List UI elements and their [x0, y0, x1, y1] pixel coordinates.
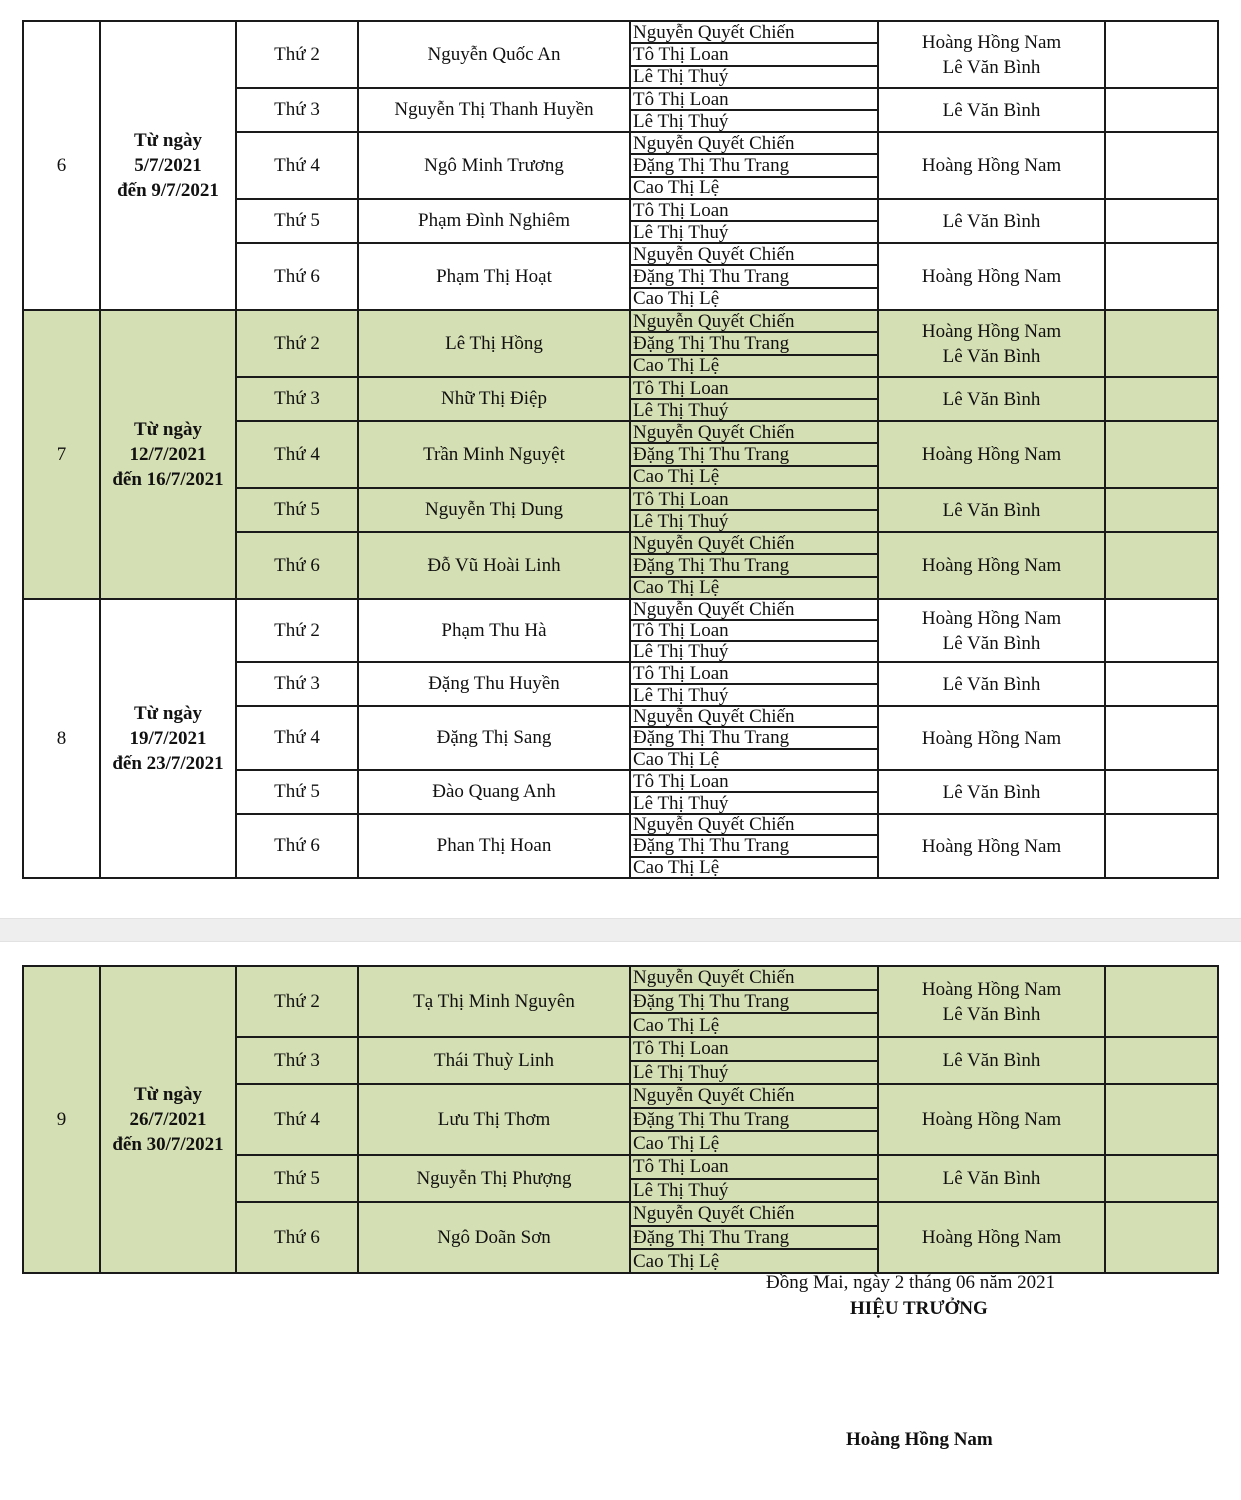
notes-cell: [1105, 377, 1218, 421]
assistant-name: Nguyễn Quyết Chiến: [631, 1203, 877, 1227]
assistants-list: [631, 244, 877, 309]
assistants-list: [631, 815, 877, 877]
day-cell: Thứ 2: [236, 21, 358, 88]
assistant-name: Lê Thị Thuý: [633, 511, 729, 531]
teacher-cell: Đỗ Vũ Hoài Linh: [358, 532, 630, 599]
assistant-name: Nguyễn Quyết Chiến: [631, 133, 877, 155]
supervisors-cell: [878, 966, 1105, 1037]
schedule-row: [23, 599, 1218, 662]
supervisors-cell: [878, 814, 1105, 878]
notes-cell: [1105, 1084, 1218, 1155]
week-number: 8: [23, 599, 100, 878]
week-range-from-label: Từ ngày: [134, 130, 202, 151]
assistants-cell: [630, 421, 878, 488]
supervisor-name: Lê Văn Bình: [942, 499, 1041, 521]
assistants-list: [631, 1038, 877, 1083]
supervisors-cell: [878, 21, 1105, 88]
notes-cell: [1105, 310, 1218, 377]
notes-cell: [1105, 532, 1218, 599]
assistants-list: [631, 422, 877, 487]
assistant-name: Cao Thị Lệ: [633, 1132, 720, 1154]
assistants-cell: [630, 132, 878, 199]
assistants-cell: [630, 1155, 878, 1202]
assistants-list: [631, 22, 877, 87]
assistants-list: [631, 533, 877, 598]
supervisors-cell: [878, 243, 1105, 310]
assistant-name: Nguyễn Quyết Chiến: [631, 600, 877, 621]
supervisor-name: Hoàng Hồng Nam: [921, 1109, 1062, 1130]
assistants-list: [631, 489, 877, 531]
assistant-name: Cao Thị Lệ: [633, 1014, 720, 1036]
assistant-name: Lê Thị Thuý: [633, 1061, 729, 1083]
assistants-list: [631, 133, 877, 198]
assistant-name: Tô Thị Loan: [631, 89, 877, 111]
teacher-cell: Đặng Thu Huyền: [358, 662, 630, 706]
assistant-name: Nguyễn Quyết Chiến: [631, 1085, 877, 1109]
day-cell: Thứ 4: [236, 1084, 358, 1155]
week-range-end: đến 9/7/2021: [117, 180, 219, 201]
week-range-from-label: Từ ngày: [134, 1084, 202, 1105]
assistant-name: Nguyễn Quyết Chiến: [631, 533, 877, 555]
teacher-cell: Thái Thuỳ Linh: [358, 1037, 630, 1084]
assistants-list: [631, 378, 877, 420]
week-range-start: 26/7/2021: [129, 1109, 207, 1130]
assistants-cell: [630, 1037, 878, 1084]
assistants-cell: [630, 814, 878, 878]
signature-name: Hoàng Hồng Nam: [846, 1429, 993, 1450]
assistant-name: Lê Thị Thuý: [633, 400, 729, 420]
supervisors-cell: [878, 377, 1105, 421]
assistant-name: Đặng Thị Thu Trang: [631, 444, 877, 466]
assistants-cell: [630, 21, 878, 88]
teacher-cell: Nguyễn Thị Thanh Huyền: [358, 88, 630, 132]
assistant-name: Lê Thị Thuý: [633, 642, 729, 661]
day-cell: Thứ 3: [236, 662, 358, 706]
supervisors-cell: [878, 770, 1105, 814]
assistant-name: Nguyễn Quyết Chiến: [631, 815, 877, 836]
week-date-range: [100, 310, 236, 599]
day-cell: Thứ 6: [236, 243, 358, 310]
teacher-cell: Ngô Minh Trương: [358, 132, 630, 199]
supervisor-name: Hoàng Hồng Nam: [921, 978, 1062, 1000]
assistant-name: Lê Thị Thuý: [633, 111, 729, 131]
assistant-name: Nguyễn Quyết Chiến: [631, 707, 877, 728]
assistants-list: [631, 600, 877, 661]
supervisor-name: Lê Văn Bình: [942, 632, 1041, 654]
assistant-name: Cao Thị Lệ: [633, 857, 720, 877]
supervisors-cell: [878, 532, 1105, 599]
supervisors-cell: [878, 662, 1105, 706]
supervisor-name: Lê Văn Bình: [942, 673, 1041, 695]
assistant-name: Đặng Thị Thu Trang: [631, 728, 877, 749]
notes-cell: [1105, 88, 1218, 132]
assistant-name: Tô Thị Loan: [631, 200, 877, 222]
week-number: 7: [23, 310, 100, 599]
assistant-name: Nguyễn Quyết Chiến: [631, 422, 877, 444]
day-cell: Thứ 5: [236, 770, 358, 814]
assistant-name: Lê Thị Thuý: [633, 685, 729, 705]
teacher-cell: Đào Quang Anh: [358, 770, 630, 814]
supervisor-name: Lê Văn Bình: [942, 210, 1041, 232]
notes-cell: [1105, 1202, 1218, 1273]
supervisor-name: Lê Văn Bình: [942, 1050, 1041, 1071]
notes-cell: [1105, 770, 1218, 814]
day-cell: Thứ 2: [236, 966, 358, 1037]
day-cell: Thứ 5: [236, 1155, 358, 1202]
assistant-name: Tô Thị Loan: [631, 378, 877, 400]
assistants-cell: [630, 1084, 878, 1155]
week-range-start: 5/7/2021: [134, 155, 202, 176]
day-cell: Thứ 5: [236, 199, 358, 243]
notes-cell: [1105, 199, 1218, 243]
assistants-cell: [630, 662, 878, 706]
assistants-list: [631, 1085, 877, 1154]
supervisors-cell: [878, 421, 1105, 488]
notes-cell: [1105, 421, 1218, 488]
notes-cell: [1105, 132, 1218, 199]
teacher-cell: Phạm Đình Nghiêm: [358, 199, 630, 243]
supervisor-name: Hoàng Hồng Nam: [921, 727, 1062, 749]
week-range-from-label: Từ ngày: [134, 419, 202, 440]
notes-cell: [1105, 488, 1218, 532]
assistant-name: Đặng Thị Thu Trang: [631, 991, 877, 1015]
assistant-name: Cao Thị Lệ: [633, 177, 720, 198]
page-break-gap: [0, 918, 1241, 942]
day-cell: Thứ 3: [236, 88, 358, 132]
week-number: 6: [23, 21, 100, 310]
assistant-name: Tô Thị Loan: [631, 621, 877, 642]
notes-cell: [1105, 662, 1218, 706]
day-cell: Thứ 6: [236, 1202, 358, 1273]
assistant-name: Đặng Thị Thu Trang: [631, 266, 877, 288]
assistants-cell: [630, 1202, 878, 1273]
assistants-cell: [630, 770, 878, 814]
assistant-name: Đặng Thị Thu Trang: [631, 1227, 877, 1251]
teacher-cell: Tạ Thị Minh Nguyên: [358, 966, 630, 1037]
assistant-name: Đặng Thị Thu Trang: [631, 555, 877, 577]
assistant-name: Tô Thị Loan: [631, 489, 877, 511]
page-sheet-2: [0, 942, 1241, 1500]
supervisors-cell: [878, 199, 1105, 243]
assistant-name: Lê Thị Thuý: [633, 1179, 729, 1201]
week-range-end: đến 23/7/2021: [112, 753, 224, 774]
assistant-name: Nguyễn Quyết Chiến: [631, 967, 877, 991]
supervisors-cell: [878, 706, 1105, 770]
assistant-name: Cao Thị Lệ: [633, 288, 720, 309]
supervisors-cell: [878, 1084, 1105, 1155]
teacher-cell: Đặng Thị Sang: [358, 706, 630, 770]
supervisor-name: Hoàng Hồng Nam: [921, 320, 1062, 342]
notes-cell: [1105, 243, 1218, 310]
supervisor-name: Hoàng Hồng Nam: [921, 1227, 1062, 1248]
assistant-name: Tô Thị Loan: [631, 663, 877, 685]
schedule-row: [23, 21, 1218, 88]
signature-place-date: Đồng Mai, ngày 2 tháng 06 năm 2021: [766, 1272, 1056, 1293]
supervisor-name: Lê Văn Bình: [942, 781, 1041, 803]
supervisor-name: Lê Văn Bình: [942, 99, 1041, 121]
assistants-cell: [630, 599, 878, 662]
assistant-name: Cao Thị Lệ: [633, 749, 720, 769]
day-cell: Thứ 2: [236, 599, 358, 662]
day-cell: Thứ 4: [236, 421, 358, 488]
assistants-list: [631, 663, 877, 705]
supervisor-name: Hoàng Hồng Nam: [921, 444, 1062, 465]
teacher-cell: Lưu Thị Thơm: [358, 1084, 630, 1155]
assistant-name: Nguyễn Quyết Chiến: [631, 22, 877, 44]
day-cell: Thứ 4: [236, 706, 358, 770]
schedule-row: [23, 966, 1218, 1037]
assistant-name: Cao Thị Lệ: [633, 466, 720, 487]
supervisor-name: Lê Văn Bình: [942, 1003, 1041, 1025]
assistant-name: Nguyễn Quyết Chiến: [631, 311, 877, 333]
teacher-cell: Phạm Thị Hoạt: [358, 243, 630, 310]
schedule-row: [23, 310, 1218, 377]
assistants-cell: [630, 532, 878, 599]
signature-title: HIỆU TRƯỞNG: [850, 1298, 988, 1319]
teacher-cell: Phạm Thu Hà: [358, 599, 630, 662]
supervisor-name: Hoàng Hồng Nam: [921, 555, 1062, 576]
day-cell: Thứ 6: [236, 814, 358, 878]
assistants-list: [631, 1156, 877, 1201]
assistants-cell: [630, 199, 878, 243]
supervisor-name: Lê Văn Bình: [942, 345, 1041, 367]
notes-cell: [1105, 1037, 1218, 1084]
day-cell: Thứ 3: [236, 1037, 358, 1084]
supervisor-name: Lê Văn Bình: [942, 56, 1041, 78]
week-date-range: [100, 599, 236, 878]
week-date-range: [100, 21, 236, 310]
assistants-cell: [630, 243, 878, 310]
day-cell: Thứ 6: [236, 532, 358, 599]
schedule-table-part-1: [22, 20, 1219, 879]
supervisors-cell: [878, 1155, 1105, 1202]
assistants-cell: [630, 706, 878, 770]
week-date-range: [100, 966, 236, 1273]
teacher-cell: Phan Thị Hoan: [358, 814, 630, 878]
assistant-name: Đặng Thị Thu Trang: [631, 155, 877, 177]
supervisors-cell: [878, 1202, 1105, 1273]
supervisor-name: Hoàng Hồng Nam: [921, 266, 1062, 287]
assistants-list: [631, 311, 877, 376]
notes-cell: [1105, 966, 1218, 1037]
supervisor-name: Lê Văn Bình: [942, 1168, 1041, 1189]
supervisors-cell: [878, 599, 1105, 662]
assistants-list: [631, 967, 877, 1036]
teacher-cell: Nguyễn Quốc An: [358, 21, 630, 88]
notes-cell: [1105, 1155, 1218, 1202]
assistants-cell: [630, 488, 878, 532]
supervisors-cell: [878, 1037, 1105, 1084]
teacher-cell: Trần Minh Nguyệt: [358, 421, 630, 488]
notes-cell: [1105, 814, 1218, 878]
notes-cell: [1105, 706, 1218, 770]
assistant-name: Đặng Thị Thu Trang: [631, 333, 877, 355]
supervisor-name: Hoàng Hồng Nam: [921, 155, 1062, 176]
assistant-name: Lê Thị Thuý: [633, 222, 729, 242]
assistants-list: [631, 89, 877, 131]
assistant-name: Đặng Thị Thu Trang: [631, 1109, 877, 1133]
day-cell: Thứ 2: [236, 310, 358, 377]
supervisor-name: Hoàng Hồng Nam: [921, 835, 1062, 857]
supervisor-name: Hoàng Hồng Nam: [921, 607, 1062, 629]
assistant-name: Cao Thị Lệ: [633, 1250, 720, 1272]
assistant-name: Cao Thị Lệ: [633, 355, 720, 376]
day-cell: Thứ 5: [236, 488, 358, 532]
assistant-name: Lê Thị Thuý: [633, 793, 729, 813]
notes-cell: [1105, 599, 1218, 662]
assistants-cell: [630, 88, 878, 132]
teacher-cell: Nguyễn Thị Dung: [358, 488, 630, 532]
teacher-cell: Nhữ Thị Điệp: [358, 377, 630, 421]
assistant-name: Lê Thị Thuý: [633, 66, 729, 87]
assistants-list: [631, 200, 877, 242]
day-cell: Thứ 3: [236, 377, 358, 421]
assistants-list: [631, 1203, 877, 1272]
assistant-name: Cao Thị Lệ: [633, 577, 720, 598]
assistant-name: Tô Thị Loan: [631, 1038, 877, 1062]
notes-cell: [1105, 21, 1218, 88]
assistants-list: [631, 771, 877, 813]
supervisor-name: Lê Văn Bình: [942, 388, 1041, 410]
week-range-start: 12/7/2021: [129, 444, 207, 465]
supervisor-name: Hoàng Hồng Nam: [921, 31, 1062, 53]
assistants-list: [631, 707, 877, 769]
teacher-cell: Nguyễn Thị Phượng: [358, 1155, 630, 1202]
assistant-name: Đặng Thị Thu Trang: [631, 836, 877, 857]
assistants-cell: [630, 966, 878, 1037]
teacher-cell: Ngô Doãn Sơn: [358, 1202, 630, 1273]
teacher-cell: Lê Thị Hồng: [358, 310, 630, 377]
supervisors-cell: [878, 488, 1105, 532]
week-range-start: 19/7/2021: [129, 728, 207, 749]
assistants-cell: [630, 310, 878, 377]
assistant-name: Tô Thị Loan: [631, 771, 877, 793]
week-range-end: đến 30/7/2021: [112, 1134, 224, 1155]
assistant-name: Tô Thị Loan: [631, 1156, 877, 1180]
supervisors-cell: [878, 132, 1105, 199]
assistants-cell: [630, 377, 878, 421]
assistant-name: Nguyễn Quyết Chiến: [631, 244, 877, 266]
assistant-name: Tô Thị Loan: [631, 44, 877, 66]
schedule-table-part-2: [22, 965, 1219, 1274]
supervisors-cell: [878, 310, 1105, 377]
week-range-end: đến 16/7/2021: [112, 469, 224, 490]
week-number: 9: [23, 966, 100, 1273]
day-cell: Thứ 4: [236, 132, 358, 199]
week-range-from-label: Từ ngày: [134, 703, 202, 724]
supervisors-cell: [878, 88, 1105, 132]
